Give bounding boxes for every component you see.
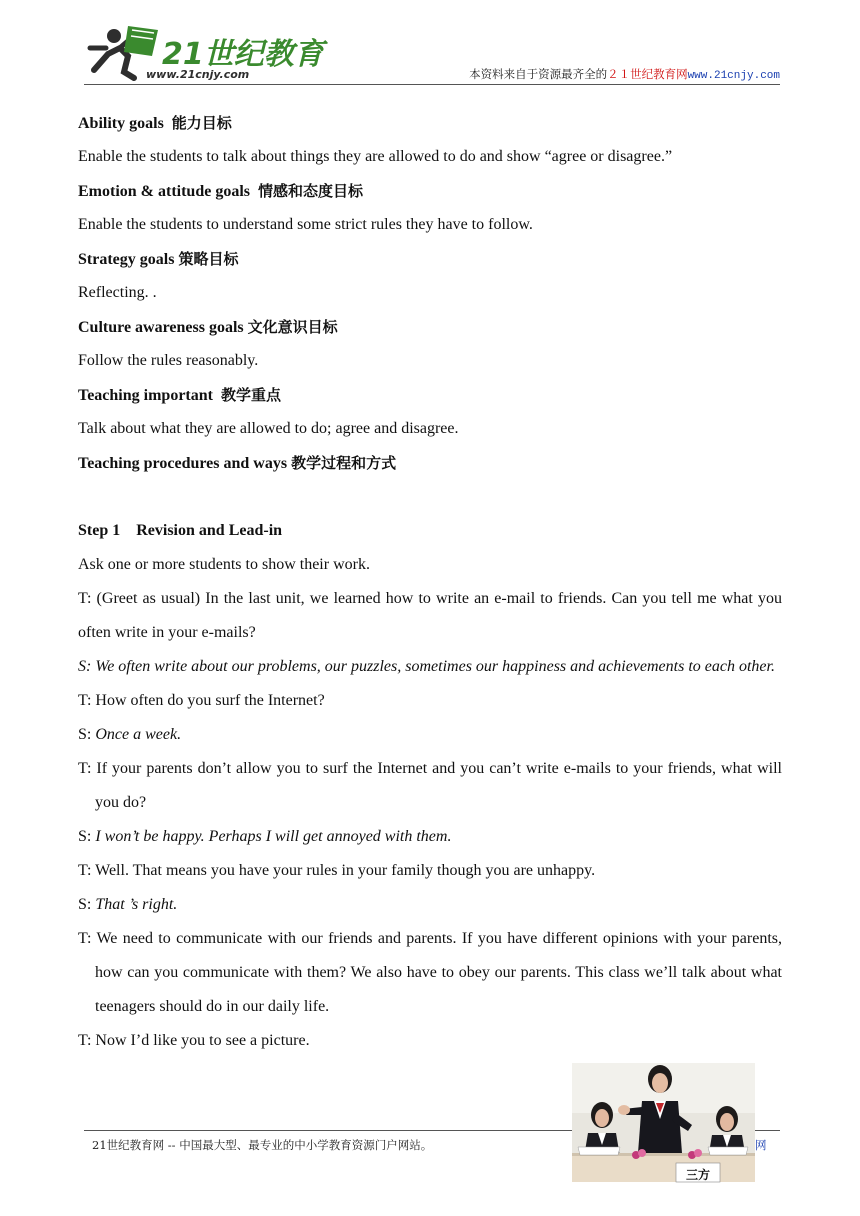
blank-line bbox=[78, 480, 782, 514]
footer-link-fragment[interactable]: 网 bbox=[755, 1138, 767, 1152]
teacher-line-5: T: We need to communicate with our friends and parents. If you have different opinions with your parents, how can you communicate with them? We also have to obey our parents. This class we’ll talk about what teenagers should do in our daily life. bbox=[78, 930, 782, 1015]
footer-note: 21世纪教育网 -- 中国最大型、最专业的中小学教育资源门户网站。 bbox=[92, 1138, 433, 1152]
header-note-link[interactable]: www.21cnjy.com bbox=[687, 70, 780, 82]
teacher-line-2: T: How often do you surf the Internet? bbox=[78, 692, 325, 709]
header-divider bbox=[84, 84, 780, 85]
goal-text-ability: Enable the students to talk about things they are allowed to do and show “agree or disagree.” bbox=[78, 148, 673, 165]
goal-heading-culture: Culture awareness goals 文化意识目标 bbox=[78, 318, 338, 336]
classroom-photo bbox=[572, 1063, 755, 1182]
student-line-3: S: I won’t be happy. Perhaps I will get annoyed with them. bbox=[78, 828, 452, 845]
student-line-1: S: We often write about our problems, our puzzles, sometimes our happiness and achievements to each other. bbox=[78, 658, 775, 675]
logo-url: www.21cnjy.com bbox=[146, 68, 250, 81]
student-line-4: S: That ’s right. bbox=[78, 896, 178, 913]
procedures-heading: Teaching procedures and ways 教学过程和方式 bbox=[78, 454, 397, 472]
teacher-line-1: T: (Greet as usual) In the last unit, we learned how to write an e-mail to friends. Can you tell me what you often write in your e-mails? bbox=[78, 590, 782, 641]
photo-sign-text: 三方 bbox=[685, 1168, 711, 1182]
goal-heading-ability: Ability goals 能力目标 bbox=[78, 114, 232, 132]
site-logo bbox=[84, 26, 324, 86]
header-note-prefix: 本资料来自于资源最齐全的 bbox=[469, 67, 608, 81]
teacher-line-6: T: Now I’d like you to see a picture. bbox=[78, 1032, 310, 1049]
goal-text-emotion: Enable the students to understand some strict rules they have to follow. bbox=[78, 216, 533, 233]
teaching-important-heading: Teaching important 教学重点 bbox=[78, 386, 281, 404]
logo-number: 21世纪教育 bbox=[162, 37, 324, 72]
document-body bbox=[78, 106, 782, 1058]
goal-heading-strategy: Strategy goals 策略目标 bbox=[78, 250, 239, 268]
header-source-note bbox=[330, 66, 780, 82]
student-line-2: S: Once a week. bbox=[78, 726, 182, 743]
goal-text-culture: Follow the rules reasonably. bbox=[78, 352, 259, 369]
goal-heading-emotion: Emotion & attitude goals 情感和态度目标 bbox=[78, 182, 364, 200]
teacher-line-4: T: Well. That means you have your rules in your family though you are unhappy. bbox=[78, 862, 596, 879]
teacher-line-3: T: If your parents don’t allow you to surf the Internet and you can’t write e-mails to your friends, what will you do? bbox=[78, 760, 782, 811]
dialogue-intro: Ask one or more students to show their work. bbox=[78, 556, 370, 573]
teaching-important-text: Talk about what they are allowed to do; agree and disagree. bbox=[78, 420, 459, 437]
step1-heading: Step 1 Revision and Lead-in bbox=[78, 522, 283, 539]
header-note-highlight: ２１世纪教育网 bbox=[607, 67, 688, 81]
goal-text-strategy: Reflecting. . bbox=[78, 284, 157, 301]
